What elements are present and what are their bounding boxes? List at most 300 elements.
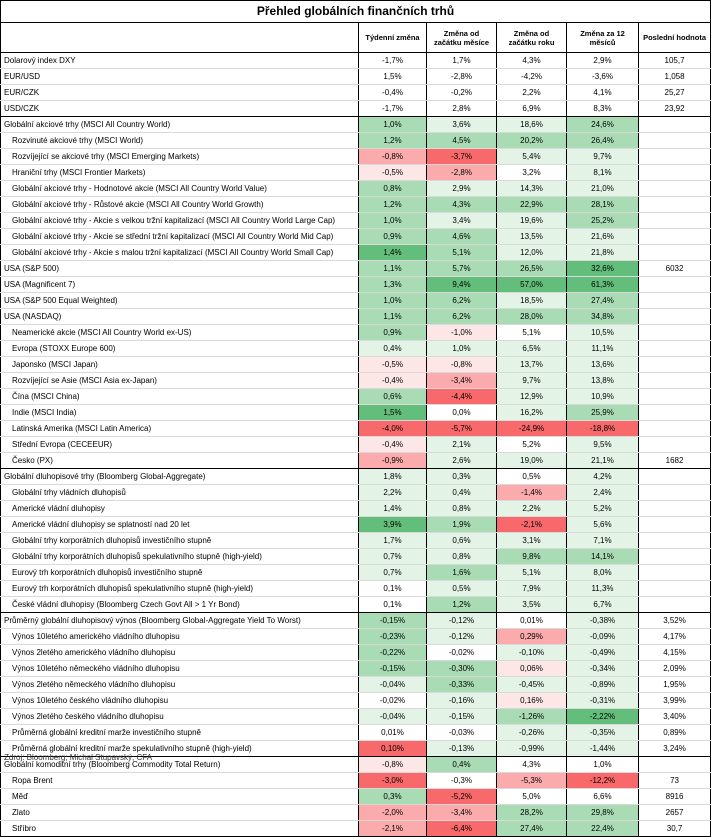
cell-weekly: 1,7% bbox=[359, 533, 427, 549]
cell-mtd: 0,3% bbox=[427, 469, 497, 485]
cell-mtd: 0,0% bbox=[427, 405, 497, 421]
cell-mtd: -0,03% bbox=[427, 725, 497, 741]
cell-last-value bbox=[639, 149, 711, 165]
cell-weekly: -3,0% bbox=[359, 773, 427, 789]
cell-last-value: 25,27 bbox=[639, 85, 711, 101]
cell-ytd: 18,6% bbox=[497, 117, 567, 133]
cell-12m: 9,5% bbox=[567, 437, 639, 453]
cell-last-value bbox=[639, 293, 711, 309]
cell-ytd: 20,2% bbox=[497, 133, 567, 149]
cell-ytd: 3,1% bbox=[497, 533, 567, 549]
cell-mtd: -0,16% bbox=[427, 693, 497, 709]
cell-last-value bbox=[639, 405, 711, 421]
cell-last-value bbox=[639, 469, 711, 485]
row-label: Globální akciové trhy - Hodnotové akcie (MSCI All Country World Value) bbox=[1, 181, 359, 197]
cell-weekly: 0,6% bbox=[359, 389, 427, 405]
row-label: Globální trhy vládních dluhopisů bbox=[1, 485, 359, 501]
cell-ytd: 5,4% bbox=[497, 149, 567, 165]
table-row bbox=[1, 485, 711, 501]
cell-mtd: -0,12% bbox=[427, 613, 497, 629]
cell-ytd: 14,3% bbox=[497, 181, 567, 197]
cell-ytd: -24,9% bbox=[497, 421, 567, 437]
cell-mtd: -0,02% bbox=[427, 645, 497, 661]
cell-last-value bbox=[639, 245, 711, 261]
cell-weekly: 0,3% bbox=[359, 789, 427, 805]
row-label: Stříbro bbox=[1, 821, 359, 837]
cell-12m: 5,6% bbox=[567, 517, 639, 533]
cell-mtd: 5,7% bbox=[427, 261, 497, 277]
cell-12m: -0,38% bbox=[567, 613, 639, 629]
row-label: Globální dluhopisové trhy (Bloomberg Global-Aggregate) bbox=[1, 469, 359, 485]
cell-12m: 26,4% bbox=[567, 133, 639, 149]
cell-last-value: 2,09% bbox=[639, 661, 711, 677]
cell-last-value bbox=[639, 165, 711, 181]
cell-ytd: 12,0% bbox=[497, 245, 567, 261]
cell-12m: 32,6% bbox=[567, 261, 639, 277]
table-row bbox=[1, 373, 711, 389]
cell-mtd: 1,7% bbox=[427, 53, 497, 69]
cell-12m: -0,35% bbox=[567, 725, 639, 741]
cell-last-value bbox=[639, 517, 711, 533]
cell-last-value bbox=[639, 133, 711, 149]
row-label: Měď bbox=[1, 789, 359, 805]
table-row bbox=[1, 773, 711, 789]
row-label: Globální komoditní trhy (Bloomberg Commodity Total Return) bbox=[1, 757, 359, 773]
table-row bbox=[1, 309, 711, 325]
cell-12m: 7,1% bbox=[567, 533, 639, 549]
cell-12m: 25,9% bbox=[567, 405, 639, 421]
table-row bbox=[1, 565, 711, 581]
cell-weekly: 1,1% bbox=[359, 261, 427, 277]
table-row bbox=[1, 437, 711, 453]
cell-weekly: -0,23% bbox=[359, 629, 427, 645]
cell-last-value bbox=[639, 117, 711, 133]
cell-last-value: 1,058 bbox=[639, 69, 711, 85]
header-last-value: Poslední hodnota bbox=[639, 23, 711, 53]
cell-mtd: 0,8% bbox=[427, 501, 497, 517]
row-label: Globální trhy korporátních dluhopisů investičního stupně bbox=[1, 533, 359, 549]
cell-weekly: 1,8% bbox=[359, 469, 427, 485]
cell-ytd: -0,99% bbox=[497, 741, 567, 757]
cell-weekly: 0,1% bbox=[359, 597, 427, 613]
cell-weekly: -0,15% bbox=[359, 613, 427, 629]
cell-weekly: 2,2% bbox=[359, 485, 427, 501]
row-label: Globální akciové trhy - Akcie s velkou tržní kapitalizací (MSCI All Country World Large Cap) bbox=[1, 213, 359, 229]
cell-weekly: -0,8% bbox=[359, 757, 427, 773]
table-row bbox=[1, 245, 711, 261]
table-row bbox=[1, 197, 711, 213]
cell-mtd: 2,1% bbox=[427, 437, 497, 453]
cell-mtd: -0,13% bbox=[427, 741, 497, 757]
table-row bbox=[1, 229, 711, 245]
cell-ytd: 57,0% bbox=[497, 277, 567, 293]
cell-12m: 8,3% bbox=[567, 101, 639, 117]
row-label: Eurový trh korporátních dluhopisů spekulativního stupně (high-yield) bbox=[1, 581, 359, 597]
table-row bbox=[1, 405, 711, 421]
cell-12m: 11,1% bbox=[567, 341, 639, 357]
cell-weekly: -0,4% bbox=[359, 437, 427, 453]
cell-12m: -3,6% bbox=[567, 69, 639, 85]
cell-last-value bbox=[639, 325, 711, 341]
cell-12m: 10,5% bbox=[567, 325, 639, 341]
row-label: Výnos 2letého amerického vládního dluhopisu bbox=[1, 645, 359, 661]
row-label: Hraniční trhy (MSCI Frontier Markets) bbox=[1, 165, 359, 181]
table-row bbox=[1, 645, 711, 661]
cell-12m: 29,8% bbox=[567, 805, 639, 821]
row-label: České vládní dluhopisy (Bloomberg Czech Govt All > 1 Yr Bond) bbox=[1, 597, 359, 613]
cell-12m: -0,09% bbox=[567, 629, 639, 645]
cell-12m: -18,8% bbox=[567, 421, 639, 437]
cell-ytd: 4,3% bbox=[497, 757, 567, 773]
row-label: Čína (MSCI China) bbox=[1, 389, 359, 405]
row-label: USA (S&P 500) bbox=[1, 261, 359, 277]
table-row bbox=[1, 181, 711, 197]
row-label: Latinská Amerika (MSCI Latin America) bbox=[1, 421, 359, 437]
cell-ytd: 5,0% bbox=[497, 789, 567, 805]
cell-ytd: 5,2% bbox=[497, 437, 567, 453]
table-row bbox=[1, 293, 711, 309]
table-row bbox=[1, 421, 711, 437]
cell-last-value bbox=[639, 309, 711, 325]
cell-12m: 4,1% bbox=[567, 85, 639, 101]
table-row bbox=[1, 629, 711, 645]
row-label: Americké vládní dluhopisy bbox=[1, 501, 359, 517]
source-note: Zdroj: Bloomberg; Michal Stupavský, CFA bbox=[4, 753, 153, 762]
cell-mtd: -2,8% bbox=[427, 69, 497, 85]
table-row bbox=[1, 613, 711, 629]
cell-mtd: -0,3% bbox=[427, 773, 497, 789]
cell-ytd: -2,1% bbox=[497, 517, 567, 533]
cell-weekly: 1,0% bbox=[359, 293, 427, 309]
cell-ytd: -5,3% bbox=[497, 773, 567, 789]
cell-ytd: 16,2% bbox=[497, 405, 567, 421]
cell-ytd: 27,4% bbox=[497, 821, 567, 837]
table-row bbox=[1, 165, 711, 181]
cell-weekly: -0,5% bbox=[359, 357, 427, 373]
cell-last-value: 1,95% bbox=[639, 677, 711, 693]
cell-last-value: 3,99% bbox=[639, 693, 711, 709]
cell-last-value bbox=[639, 389, 711, 405]
cell-weekly: -0,5% bbox=[359, 165, 427, 181]
cell-mtd: 4,3% bbox=[427, 197, 497, 213]
row-label: Globální akciové trhy - Akcie s malou tržní kapitalizací (MSCI All Country World Small Cap) bbox=[1, 245, 359, 261]
cell-weekly: 1,4% bbox=[359, 501, 427, 517]
row-label: Průměrná globální kreditní marže investičního stupně bbox=[1, 725, 359, 741]
cell-last-value: 105,7 bbox=[639, 53, 711, 69]
table-row bbox=[1, 357, 711, 373]
cell-last-value: 3,24% bbox=[639, 741, 711, 757]
cell-mtd: -3,4% bbox=[427, 805, 497, 821]
cell-weekly: 1,0% bbox=[359, 117, 427, 133]
row-label: Průměrná globální kreditní marže spekulativního stupně (high-yield) bbox=[1, 741, 359, 757]
table-row bbox=[1, 693, 711, 709]
table-row bbox=[1, 341, 711, 357]
cell-12m: 28,1% bbox=[567, 197, 639, 213]
cell-ytd: -0,26% bbox=[497, 725, 567, 741]
row-label: Rozvinuté akciové trhy (MSCI World) bbox=[1, 133, 359, 149]
table-row bbox=[1, 597, 711, 613]
cell-last-value bbox=[639, 757, 711, 773]
table-row bbox=[1, 117, 711, 133]
cell-12m: 9,7% bbox=[567, 149, 639, 165]
row-label: Neamerické akcie (MSCI All Country World ex-US) bbox=[1, 325, 359, 341]
row-label: Globální akciové trhy - Růstové akcie (MSCI All Country World Growth) bbox=[1, 197, 359, 213]
table-row bbox=[1, 725, 711, 741]
cell-ytd: 2,2% bbox=[497, 501, 567, 517]
cell-weekly: -0,04% bbox=[359, 677, 427, 693]
title-row bbox=[1, 1, 711, 23]
row-label: Střední Evropa (CECEEUR) bbox=[1, 437, 359, 453]
cell-mtd: 2,6% bbox=[427, 453, 497, 469]
cell-last-value: 73 bbox=[639, 773, 711, 789]
row-label: USA (S&P 500 Equal Weighted) bbox=[1, 293, 359, 309]
table-row bbox=[1, 517, 711, 533]
cell-weekly: -1,7% bbox=[359, 53, 427, 69]
cell-12m: 5,2% bbox=[567, 501, 639, 517]
table-row bbox=[1, 821, 711, 837]
cell-12m: -12,2% bbox=[567, 773, 639, 789]
cell-mtd: -5,7% bbox=[427, 421, 497, 437]
cell-weekly: -0,15% bbox=[359, 661, 427, 677]
cell-12m: 21,8% bbox=[567, 245, 639, 261]
cell-weekly: 0,01% bbox=[359, 725, 427, 741]
cell-12m: 11,3% bbox=[567, 581, 639, 597]
cell-weekly: -2,0% bbox=[359, 805, 427, 821]
cell-weekly: -1,7% bbox=[359, 101, 427, 117]
table-row bbox=[1, 581, 711, 597]
cell-mtd: -4,4% bbox=[427, 389, 497, 405]
cell-weekly: -0,02% bbox=[359, 693, 427, 709]
cell-12m: -2,22% bbox=[567, 709, 639, 725]
cell-last-value: 3,40% bbox=[639, 709, 711, 725]
cell-last-value: 30,7 bbox=[639, 821, 711, 837]
row-label: USA (Magnificent 7) bbox=[1, 277, 359, 293]
table-row bbox=[1, 277, 711, 293]
cell-mtd: 0,5% bbox=[427, 581, 497, 597]
table-row bbox=[1, 101, 711, 117]
cell-mtd: 6,2% bbox=[427, 309, 497, 325]
row-label: Globální akciové trhy - Akcie se střední tržní kapitalizací (MSCI All Country World Mid Cap) bbox=[1, 229, 359, 245]
cell-ytd: 0,5% bbox=[497, 469, 567, 485]
cell-last-value: 23,92 bbox=[639, 101, 711, 117]
cell-mtd: -5,2% bbox=[427, 789, 497, 805]
row-label: Indie (MSCI India) bbox=[1, 405, 359, 421]
table-row bbox=[1, 261, 711, 277]
table-row bbox=[1, 53, 711, 69]
cell-12m: 1,0% bbox=[567, 757, 639, 773]
row-label: Evropa (STOXX Europe 600) bbox=[1, 341, 359, 357]
cell-last-value: 4,17% bbox=[639, 629, 711, 645]
table-row bbox=[1, 549, 711, 565]
table-row bbox=[1, 453, 711, 469]
cell-last-value: 2657 bbox=[639, 805, 711, 821]
cell-12m: 4,2% bbox=[567, 469, 639, 485]
cell-last-value bbox=[639, 549, 711, 565]
cell-mtd: -6,4% bbox=[427, 821, 497, 837]
cell-weekly: 0,7% bbox=[359, 565, 427, 581]
cell-12m: -1,44% bbox=[567, 741, 639, 757]
row-label: EUR/CZK bbox=[1, 85, 359, 101]
cell-weekly: -2,1% bbox=[359, 821, 427, 837]
row-label: Výnos 10letého českého vládního dluhopisu bbox=[1, 693, 359, 709]
cell-weekly: 1,5% bbox=[359, 405, 427, 421]
table-row bbox=[1, 805, 711, 821]
table-row bbox=[1, 213, 711, 229]
cell-weekly: 3,9% bbox=[359, 517, 427, 533]
cell-mtd: -0,12% bbox=[427, 629, 497, 645]
cell-weekly: 0,10% bbox=[359, 741, 427, 757]
header-weekly: Týdenní změna bbox=[359, 23, 427, 53]
cell-mtd: 0,8% bbox=[427, 549, 497, 565]
row-label: USD/CZK bbox=[1, 101, 359, 117]
cell-ytd: 3,2% bbox=[497, 165, 567, 181]
cell-weekly: 0,1% bbox=[359, 581, 427, 597]
cell-12m: 14,1% bbox=[567, 549, 639, 565]
cell-ytd: 5,1% bbox=[497, 325, 567, 341]
cell-ytd: 0,16% bbox=[497, 693, 567, 709]
table-row bbox=[1, 789, 711, 805]
cell-12m: 6,7% bbox=[567, 597, 639, 613]
cell-ytd: -0,10% bbox=[497, 645, 567, 661]
cell-weekly: 1,0% bbox=[359, 213, 427, 229]
cell-ytd: 22,9% bbox=[497, 197, 567, 213]
row-label: EUR/USD bbox=[1, 69, 359, 85]
cell-last-value bbox=[639, 597, 711, 613]
cell-12m: 21,1% bbox=[567, 453, 639, 469]
cell-last-value: 8916 bbox=[639, 789, 711, 805]
cell-last-value bbox=[639, 357, 711, 373]
cell-mtd: 5,1% bbox=[427, 245, 497, 261]
table-row bbox=[1, 709, 711, 725]
table-row bbox=[1, 149, 711, 165]
cell-last-value: 1682 bbox=[639, 453, 711, 469]
cell-mtd: -2,8% bbox=[427, 165, 497, 181]
cell-last-value bbox=[639, 373, 711, 389]
cell-12m: 21,0% bbox=[567, 181, 639, 197]
cell-mtd: -1,0% bbox=[427, 325, 497, 341]
row-label: Dolarový index DXY bbox=[1, 53, 359, 69]
cell-weekly: -0,04% bbox=[359, 709, 427, 725]
cell-mtd: -3,7% bbox=[427, 149, 497, 165]
row-label: Zlato bbox=[1, 805, 359, 821]
cell-mtd: 4,5% bbox=[427, 133, 497, 149]
cell-ytd: 28,0% bbox=[497, 309, 567, 325]
cell-ytd: 0,29% bbox=[497, 629, 567, 645]
cell-ytd: 9,8% bbox=[497, 549, 567, 565]
table-row bbox=[1, 501, 711, 517]
cell-mtd: 0,4% bbox=[427, 757, 497, 773]
cell-12m: 22,4% bbox=[567, 821, 639, 837]
cell-last-value bbox=[639, 501, 711, 517]
cell-12m: 13,8% bbox=[567, 373, 639, 389]
cell-last-value bbox=[639, 421, 711, 437]
row-label: Výnos 10letého amerického vládního dluhopisu bbox=[1, 629, 359, 645]
cell-ytd: 26,5% bbox=[497, 261, 567, 277]
cell-weekly: 1,2% bbox=[359, 133, 427, 149]
cell-mtd: 2,8% bbox=[427, 101, 497, 117]
cell-mtd: -0,33% bbox=[427, 677, 497, 693]
cell-12m: -0,89% bbox=[567, 677, 639, 693]
cell-mtd: 0,4% bbox=[427, 485, 497, 501]
table-row bbox=[1, 661, 711, 677]
cell-ytd: 5,1% bbox=[497, 565, 567, 581]
row-label: Rozvíjející se Asie (MSCI Asia ex-Japan) bbox=[1, 373, 359, 389]
table-row bbox=[1, 85, 711, 101]
cell-last-value bbox=[639, 277, 711, 293]
cell-last-value bbox=[639, 581, 711, 597]
cell-ytd: 2,2% bbox=[497, 85, 567, 101]
cell-ytd: 28,2% bbox=[497, 805, 567, 821]
cell-mtd: -3,4% bbox=[427, 373, 497, 389]
cell-last-value bbox=[639, 197, 711, 213]
cell-12m: 10,9% bbox=[567, 389, 639, 405]
row-label: Česko (PX) bbox=[1, 453, 359, 469]
cell-last-value: 3,52% bbox=[639, 613, 711, 629]
cell-ytd: 12,9% bbox=[497, 389, 567, 405]
cell-12m: 24,6% bbox=[567, 117, 639, 133]
header-label bbox=[1, 23, 359, 53]
row-label: Průměrný globální dluhopisový výnos (Bloomberg Global-Aggregate Yield To Worst) bbox=[1, 613, 359, 629]
header-mtd: Změna od začátku měsíce bbox=[427, 23, 497, 53]
cell-mtd: 1,0% bbox=[427, 341, 497, 357]
cell-weekly: -4,0% bbox=[359, 421, 427, 437]
cell-ytd: 6,9% bbox=[497, 101, 567, 117]
cell-last-value bbox=[639, 213, 711, 229]
cell-12m: 27,4% bbox=[567, 293, 639, 309]
cell-weekly: -0,4% bbox=[359, 373, 427, 389]
cell-weekly: 0,9% bbox=[359, 325, 427, 341]
table-row bbox=[1, 325, 711, 341]
cell-last-value: 6032 bbox=[639, 261, 711, 277]
cell-12m: -0,34% bbox=[567, 661, 639, 677]
cell-12m: 8,0% bbox=[567, 565, 639, 581]
cell-weekly: -0,4% bbox=[359, 85, 427, 101]
cell-mtd: 3,6% bbox=[427, 117, 497, 133]
row-label: USA (NASDAQ) bbox=[1, 309, 359, 325]
table-row bbox=[1, 133, 711, 149]
page-title: Přehled globálních finančních trhů bbox=[1, 1, 711, 23]
row-label: Rozvíjející se akciové trhy (MSCI Emerging Markets) bbox=[1, 149, 359, 165]
cell-mtd: 0,6% bbox=[427, 533, 497, 549]
cell-mtd: 1,6% bbox=[427, 565, 497, 581]
cell-12m: 61,3% bbox=[567, 277, 639, 293]
cell-weekly: 0,9% bbox=[359, 229, 427, 245]
header-ytd: Změna od začátku roku bbox=[497, 23, 567, 53]
cell-12m: -0,49% bbox=[567, 645, 639, 661]
cell-mtd: -0,15% bbox=[427, 709, 497, 725]
row-label: Eurový trh korporátních dluhopisů investičního stupně bbox=[1, 565, 359, 581]
cell-weekly: 0,4% bbox=[359, 341, 427, 357]
cell-last-value bbox=[639, 565, 711, 581]
row-label: Výnos 2letého německého vládního dluhopisu bbox=[1, 677, 359, 693]
cell-mtd: -0,2% bbox=[427, 85, 497, 101]
cell-last-value: 4,15% bbox=[639, 645, 711, 661]
table-row bbox=[1, 533, 711, 549]
cell-weekly: 1,3% bbox=[359, 277, 427, 293]
cell-ytd: 19,6% bbox=[497, 213, 567, 229]
cell-last-value bbox=[639, 229, 711, 245]
cell-weekly: 1,4% bbox=[359, 245, 427, 261]
row-label: Globální trhy korporátních dluhopisů spekulativního stupně (high-yield) bbox=[1, 549, 359, 565]
cell-12m: 6,6% bbox=[567, 789, 639, 805]
cell-weekly: 1,2% bbox=[359, 197, 427, 213]
cell-last-value bbox=[639, 485, 711, 501]
cell-last-value bbox=[639, 181, 711, 197]
cell-ytd: 3,5% bbox=[497, 597, 567, 613]
cell-last-value bbox=[639, 341, 711, 357]
cell-last-value: 0,89% bbox=[639, 725, 711, 741]
cell-ytd: -1,26% bbox=[497, 709, 567, 725]
